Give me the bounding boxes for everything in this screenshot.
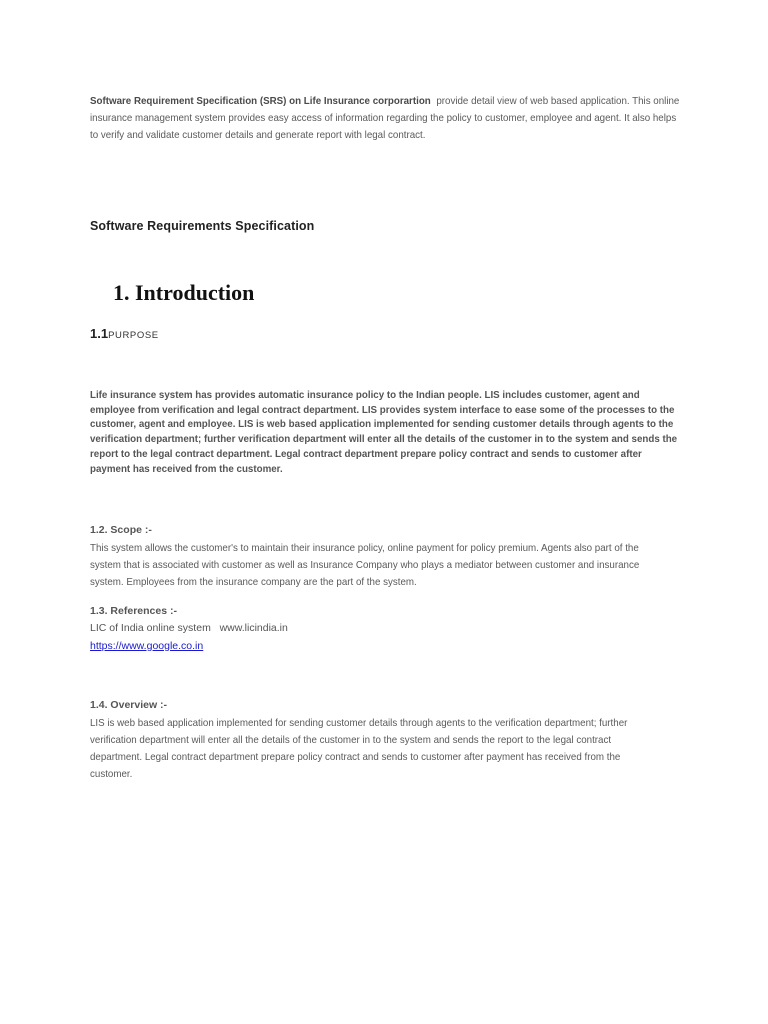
scope-heading: 1.2. Scope :- xyxy=(90,524,152,536)
intro-lead: Software Requirement Specification (SRS) on Life Insurance corporartion xyxy=(90,95,431,107)
purpose-heading xyxy=(90,326,680,341)
srs-title: Software Requirements Specification xyxy=(90,219,315,233)
references-line: LIC of India online system www.licindia.in xyxy=(90,622,288,634)
intro-text: provide detail view of web based application. This online insurance management system provides easy access of information regarding the policy to customer, employee and agent. It also helps to verify and validate customer details and generate report with legal contract. xyxy=(90,95,680,141)
overview-heading: 1.4. Overview :- xyxy=(90,699,168,711)
purpose-number: 1.1 xyxy=(90,326,109,341)
purpose-paragraph: Life insurance system has provides automatic insurance policy to the Indian people. LIS includes customer, agent and employee from verification and legal contract department. LIS provides system interface to ease some of the processes to the customer, agent and employee. LIS is web based application implemented for sending customer details through agents to the verification department; further verification department will enter all the details of the customer in to the system and sends the report to the legal contract department. Legal contract department prepare policy contract and sends to customer after payment has received from the customer. xyxy=(90,389,678,475)
purpose-label: PURPOSE xyxy=(108,330,159,341)
scope-text: This system allows the customer's to maintain their insurance policy, online payment for policy premium. Agents also part of the system that is associated with customer as well as Insurance Company who plays a mediator between customer and insurance system. Employees from the insurance company are the part of the system. xyxy=(90,542,640,588)
google-link[interactable]: https://www.google.co.in xyxy=(90,640,204,652)
intro-paragraph xyxy=(90,93,680,144)
references-heading: 1.3. References :- xyxy=(90,605,177,617)
overview-text: LIS is web based application implemented for sending customer details through agents to the verification department; further verification department will enter all the details of the customer in to the system and sends the report to the legal contract department. Legal contract department prepare policy contract and sends to customer after payment has received from the customer. xyxy=(90,717,628,780)
introduction-heading: 1. Introduction xyxy=(113,280,255,305)
references-link-line xyxy=(90,640,680,652)
